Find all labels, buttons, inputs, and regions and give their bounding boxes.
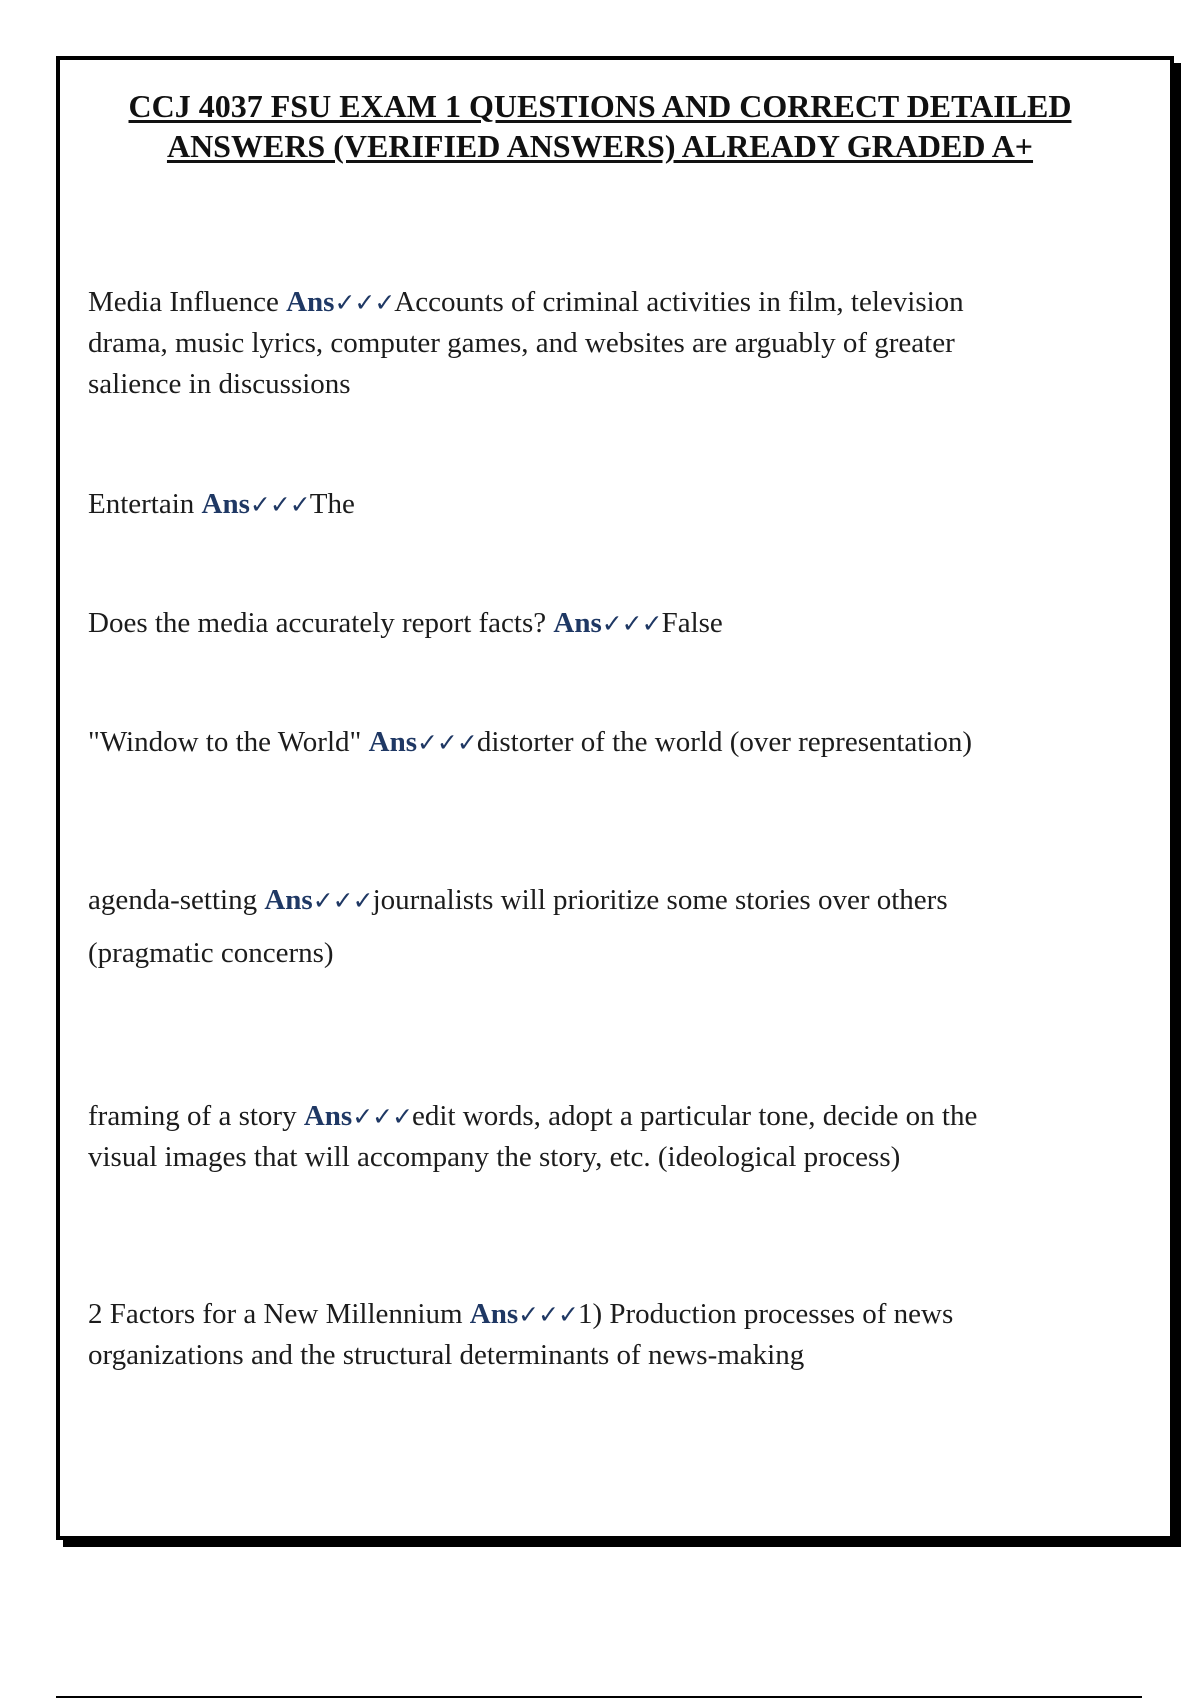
answer-marker: Ans <box>264 884 313 916</box>
answer-text: False <box>661 607 723 639</box>
checkmark-icon: ✓✓✓ <box>334 288 395 317</box>
document-title: CCJ 4037 FSU EXAM 1 QUESTIONS AND CORRECT DETAILED ANSWERS (VERIFIED ANSWERS) ALREADY GRADED A+ <box>128 88 1072 164</box>
question-term: Does the media accurately report facts? <box>88 607 554 639</box>
answer-marker: Ans <box>201 488 250 520</box>
qa-item-entertain <box>88 484 1038 525</box>
answer-marker: Ans <box>469 1298 519 1330</box>
answer-marker: Ans <box>553 607 602 639</box>
answer-text: 1) Production processes of news organizations and the structural determinants of news-making <box>88 1298 954 1371</box>
answer-text: edit words, adopt a particular tone, decide on the visual images that will accompany the story, etc. (ideological process) <box>88 1100 978 1173</box>
answer-marker: Ans <box>303 1100 353 1132</box>
qa-item-media-influence <box>88 282 1038 405</box>
answer-marker: Ans <box>368 726 417 758</box>
checkmark-icon: ✓✓✓ <box>416 728 477 757</box>
answer-text: distorter of the world (over representation) <box>476 726 973 758</box>
question-term: framing of a story <box>88 1100 304 1132</box>
question-term: Media Influence <box>88 286 287 318</box>
answer-text: Accounts of criminal activities in film, television drama, music lyrics, computer games, and websites are arguably of greater salience in discussions <box>88 286 964 400</box>
checkmark-icon: ✓✓✓ <box>312 886 373 915</box>
question-term: 2 Factors for a New Millennium <box>88 1298 470 1330</box>
checkmark-icon: ✓✓✓ <box>249 490 310 519</box>
question-term: agenda-setting <box>88 884 265 916</box>
answer-text: journalists will prioritize some stories over others <box>372 884 948 916</box>
question-term: "Window to the World" <box>88 726 369 758</box>
qa-item-media-facts <box>88 603 1038 644</box>
checkmark-icon: ✓✓✓ <box>352 1102 413 1131</box>
answer-marker: Ans <box>286 286 335 318</box>
answer-text: The <box>309 488 355 520</box>
qa-item-framing-of-a-story <box>88 1096 1038 1178</box>
question-term: Entertain <box>88 488 202 520</box>
answer-note: (pragmatic concerns) <box>88 937 334 969</box>
qa-item-agenda-setting <box>88 880 1038 974</box>
qa-item-two-factors <box>88 1294 1038 1376</box>
footer-divider <box>56 1696 1142 1698</box>
checkmark-icon: ✓✓✓ <box>601 609 662 638</box>
qa-item-window-to-the-world <box>88 722 1038 763</box>
checkmark-icon: ✓✓✓ <box>518 1300 578 1329</box>
